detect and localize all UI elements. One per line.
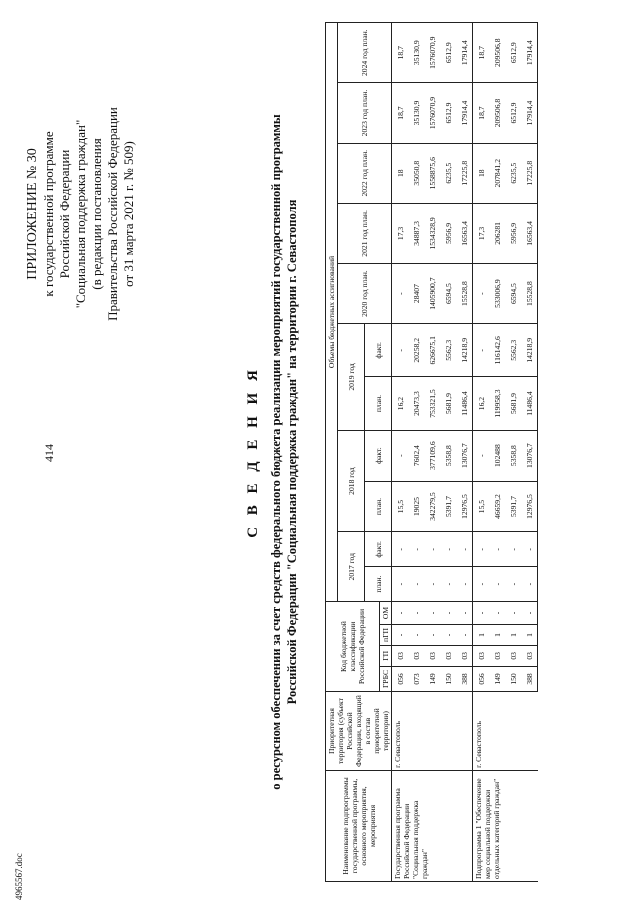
header-volumes: Объемы бюджетных ассигнований: [326, 23, 338, 602]
cell-value: 753321,5: [424, 377, 440, 430]
cell-value: 1405900,7: [424, 264, 440, 324]
cell-grbs: 388: [521, 666, 538, 691]
appendix-line: ПРИЛОЖЕНИЕ № 30: [25, 148, 40, 280]
cell-grbs: 150: [440, 666, 456, 691]
document-title: С В Е Д Е Н И Я: [245, 366, 261, 538]
cell-value: 18,7: [392, 23, 409, 83]
cell-value: -: [424, 567, 440, 602]
cell-value: 19025: [408, 481, 424, 532]
cell-value: -: [456, 532, 473, 567]
cell-value: 15528,8: [456, 264, 473, 324]
cell-value: -: [489, 532, 505, 567]
cell-value: 207841,2: [489, 143, 505, 203]
appendix-line: к государственной программе: [41, 131, 56, 297]
cell-om: -: [505, 601, 521, 624]
cell-value: -: [473, 532, 490, 567]
cell-pgp: -: [440, 625, 456, 646]
cell-value: 377109,6: [424, 430, 440, 481]
cell-value: 6512,9: [505, 23, 521, 83]
header-year-2019: 2019 год: [338, 324, 365, 430]
header-plan: план.: [365, 481, 392, 532]
appendix-line: Российской Федерации: [57, 149, 72, 279]
table-row: [473, 23, 490, 882]
row-territory: г. Севастополь: [392, 692, 473, 771]
header-fact: факт.: [365, 324, 392, 377]
cell-value: 5956,9: [505, 203, 521, 263]
resource-table: [325, 22, 538, 882]
cell-value: 6594,5: [505, 264, 521, 324]
cell-value: 17914,4: [521, 23, 538, 83]
header-year-2018: 2018 год: [338, 430, 365, 532]
cell-value: -: [473, 567, 490, 602]
document-subtitle-line: Российской Федерации "Социальная поддержка граждан" на территории г. Севастополя: [285, 199, 299, 705]
header-2023: 2023 год план.: [338, 83, 392, 143]
appendix-line: Правительства Российской Федерации: [105, 107, 120, 321]
cell-value: -: [473, 324, 490, 377]
cell-om: -: [424, 601, 440, 624]
cell-value: -: [392, 264, 409, 324]
cell-value: 1534328,9: [424, 203, 440, 263]
cell-value: 17,3: [392, 203, 409, 263]
header-code: Код бюджетной классификации Российской Федерации: [326, 601, 380, 691]
cell-value: 209506,8: [489, 23, 505, 83]
cell-gp: 03: [489, 645, 505, 666]
cell-value: 5681,9: [505, 377, 521, 430]
cell-value: -: [392, 532, 409, 567]
cell-value: -: [392, 567, 409, 602]
header-pgp: пГП: [380, 625, 392, 646]
cell-value: -: [473, 430, 490, 481]
cell-value: 35130,9: [408, 83, 424, 143]
cell-value: 18: [473, 143, 490, 203]
cell-value: 35130,9: [408, 23, 424, 83]
cell-grbs: 073: [408, 666, 424, 691]
cell-value: 16563,4: [456, 203, 473, 263]
cell-gp: 03: [473, 645, 490, 666]
cell-value: -: [473, 264, 490, 324]
cell-value: 119958,3: [489, 377, 505, 430]
cell-gp: 03: [521, 645, 538, 666]
cell-value: 18,7: [473, 23, 490, 83]
row-territory: г. Севастополь: [473, 692, 538, 771]
cell-value: 17914,4: [456, 23, 473, 83]
header-2024: 2024 год план.: [338, 23, 392, 83]
table-row: [392, 23, 409, 882]
cell-om: -: [473, 601, 490, 624]
cell-value: 116142,6: [489, 324, 505, 377]
page-number: 414: [42, 444, 56, 462]
appendix-block: [25, 24, 137, 404]
cell-value: 17914,4: [521, 83, 538, 143]
cell-value: -: [521, 532, 538, 567]
header-plan: план.: [365, 567, 392, 602]
cell-value: 5358,8: [440, 430, 456, 481]
header-fact: факт.: [365, 430, 392, 481]
cell-value: 1576070,9: [424, 83, 440, 143]
cell-value: -: [505, 532, 521, 567]
cell-value: 18: [392, 143, 409, 203]
cell-grbs: 388: [456, 666, 473, 691]
cell-value: 6512,9: [440, 83, 456, 143]
cell-value: 11486,4: [521, 377, 538, 430]
cell-value: 14218,9: [456, 324, 473, 377]
cell-pgp: 1: [521, 625, 538, 646]
cell-value: 16,2: [392, 377, 409, 430]
cell-value: 11486,4: [456, 377, 473, 430]
cell-om: -: [408, 601, 424, 624]
cell-value: 206281: [489, 203, 505, 263]
cell-pgp: -: [456, 625, 473, 646]
header-2021: 2021 год план.: [338, 203, 392, 263]
cell-value: 5562,3: [505, 324, 521, 377]
header-grbs: ГРБС: [380, 666, 392, 691]
header-fact: факт.: [365, 532, 392, 567]
row-name: Подпрограмма 1 "Обеспечение мер социальной поддержки отдельных категорий граждан": [473, 770, 538, 881]
header-territory: Приоритетная территория (субъект Российской Федерации, входящий в состав приоритетной территории): [326, 692, 392, 771]
cell-value: 15,5: [392, 481, 409, 532]
cell-value: 12976,5: [456, 481, 473, 532]
cell-pgp: 1: [489, 625, 505, 646]
header-gp: ГП: [380, 645, 392, 666]
cell-gp: 03: [424, 645, 440, 666]
cell-value: 13076,7: [521, 430, 538, 481]
cell-value: 13076,7: [456, 430, 473, 481]
cell-gp: 03: [456, 645, 473, 666]
cell-grbs: 149: [489, 666, 505, 691]
cell-value: 5681,9: [440, 377, 456, 430]
cell-value: 16,2: [473, 377, 490, 430]
appendix-line: (в редакции постановления: [89, 138, 104, 290]
cell-value: 5358,8: [505, 430, 521, 481]
header-om: ОМ: [380, 601, 392, 624]
cell-grbs: 150: [505, 666, 521, 691]
table-body: [392, 23, 538, 882]
header-plan: план.: [365, 377, 392, 430]
cell-grbs: 056: [392, 666, 409, 691]
header-year-2017: 2017 год: [338, 532, 365, 601]
cell-value: -: [456, 567, 473, 602]
cell-value: 6512,9: [505, 83, 521, 143]
header-2020: 2020 год план.: [338, 264, 392, 324]
cell-grbs: 149: [424, 666, 440, 691]
cell-value: 16563,4: [521, 203, 538, 263]
footer-filename: 4965567.doc: [14, 853, 24, 900]
cell-value: 533006,9: [489, 264, 505, 324]
document-subtitle-line: о ресурсном обеспечении за счет средств федерального бюджета реализации мероприятий государственной программы: [269, 114, 283, 790]
cell-value: -: [505, 567, 521, 602]
cell-value: -: [440, 532, 456, 567]
cell-value: 17225,8: [521, 143, 538, 203]
cell-om: -: [521, 601, 538, 624]
cell-value: 5956,9: [440, 203, 456, 263]
cell-value: -: [440, 567, 456, 602]
cell-gp: 03: [505, 645, 521, 666]
cell-pgp: -: [408, 625, 424, 646]
cell-om: -: [392, 601, 409, 624]
cell-value: 6235,5: [440, 143, 456, 203]
cell-value: -: [408, 567, 424, 602]
cell-value: 1558875,6: [424, 143, 440, 203]
cell-value: -: [424, 532, 440, 567]
rotated-document: [15, 12, 615, 892]
row-name: Государственная программа Российской Федерации "Социальная поддержка граждан": [392, 770, 473, 881]
cell-value: 5391,7: [440, 481, 456, 532]
cell-value: 18,7: [473, 83, 490, 143]
cell-grbs: 056: [473, 666, 490, 691]
cell-value: 28407: [408, 264, 424, 324]
cell-value: -: [521, 567, 538, 602]
cell-value: 102488: [489, 430, 505, 481]
cell-value: 17,3: [473, 203, 490, 263]
cell-value: 20473,3: [408, 377, 424, 430]
cell-value: 17225,8: [456, 143, 473, 203]
appendix-line: от 31 марта 2021 г. № 509): [121, 141, 136, 287]
cell-pgp: 1: [505, 625, 521, 646]
cell-value: 20258,2: [408, 324, 424, 377]
cell-pgp: -: [392, 625, 409, 646]
cell-value: 18,7: [392, 83, 409, 143]
cell-value: -: [392, 324, 409, 377]
cell-value: 342279,5: [424, 481, 440, 532]
cell-value: -: [392, 430, 409, 481]
cell-value: 1576070,9: [424, 23, 440, 83]
cell-value: 626675,1: [424, 324, 440, 377]
cell-value: 6512,9: [440, 23, 456, 83]
cell-value: 12976,5: [521, 481, 538, 532]
cell-value: 46659,2: [489, 481, 505, 532]
cell-om: -: [440, 601, 456, 624]
cell-value: 209506,8: [489, 83, 505, 143]
cell-value: 7602,4: [408, 430, 424, 481]
appendix-line: "Социальная поддержка граждан": [73, 119, 88, 309]
cell-value: 5391,7: [505, 481, 521, 532]
cell-value: 15528,8: [521, 264, 538, 324]
cell-pgp: -: [424, 625, 440, 646]
header-2022: 2022 год план.: [338, 143, 392, 203]
cell-value: 17914,4: [456, 83, 473, 143]
cell-gp: 03: [408, 645, 424, 666]
cell-value: -: [408, 532, 424, 567]
cell-value: 34887,3: [408, 203, 424, 263]
cell-gp: 03: [392, 645, 409, 666]
cell-value: 15,5: [473, 481, 490, 532]
cell-om: -: [489, 601, 505, 624]
cell-value: 5562,3: [440, 324, 456, 377]
cell-value: 6594,5: [440, 264, 456, 324]
cell-value: 35050,8: [408, 143, 424, 203]
cell-om: -: [456, 601, 473, 624]
cell-pgp: 1: [473, 625, 490, 646]
cell-gp: 03: [440, 645, 456, 666]
cell-value: 6235,5: [505, 143, 521, 203]
cell-value: 14218,9: [521, 324, 538, 377]
header-name: Наименование подпрограммы государственной программы, основного мероприятия, мероприятия: [326, 770, 392, 881]
cell-value: -: [489, 567, 505, 602]
document-heading: [245, 22, 300, 882]
